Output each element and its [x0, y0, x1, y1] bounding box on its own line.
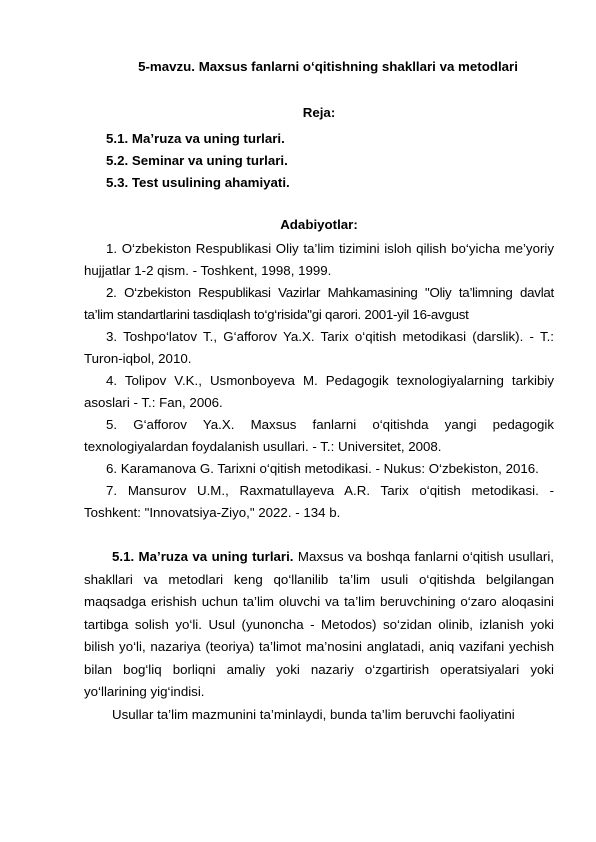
- plan-item: 5.2. Seminar va uning turlari.: [106, 153, 288, 168]
- reference-item: 4. Tolipov V.K., Usmonboyeva M. Pedagogik texnologiyalarning tarkibiy asoslari - T.: Fan, 2006.: [84, 373, 554, 410]
- body-text: [84, 546, 554, 726]
- reference-item: 5. G‘afforov Ya.X. Maxsus fanlarni o‘qitishda yangi pedagogik texnologiyalardan foydalanish usullari. - T.: Universitet, 2008.: [84, 417, 554, 454]
- paragraph-text: Maxsus va boshqa fanlarni o‘qitish usullari, shakllari va metodlari keng qo‘llanilib ta’lim usuli o‘qitishda belgilangan maqsadga erishish uchun ta’lim oluvchi va ta’lim beruvchining o‘zaro aloqasini tartibga solish yo‘li. Usul (yunoncha - Metodos) so‘zidan olinib, izlanish yoki bilish yo‘li, nazariya (teoriya) ta’limot ma’nosini anglatadi, aniq vazifani yechish bilan bog‘liq borliqni amaliy yoki nazariy o‘zgartirish operatsiyalari yoki yo‘llarining yig‘indisi.: [84, 549, 554, 699]
- plan-list: [84, 128, 554, 194]
- reference-item: 7. Mansurov U.M., Raxmatullayeva A.R. Tarix o‘qitish metodikasi. - Toshkent: "Innovatsiya-Ziyo," 2022. - 134 b.: [84, 483, 554, 520]
- section-heading: 5.1. Ma’ruza va uning turlari.: [112, 549, 294, 564]
- plan-item: 5.1. Ma’ruza va uning turlari.: [106, 131, 285, 146]
- page-title: 5-mavzu. Maxsus fanlarni o‘qitishning shakllari va metodlari: [138, 59, 518, 74]
- reference-item: 2. O‘zbekiston Respublikasi Vazirlar Mahkamasining "Oliy ta’limning davlat ta’lim standartlarini tasdiqlash to‘g‘risida"gi qarori. 2001-yil 16-avgust: [84, 285, 554, 322]
- references-heading: Adabiyotlar:: [280, 217, 358, 232]
- references-list: [84, 238, 554, 524]
- plan-item: 5.3. Test usulining ahamiyati.: [106, 175, 290, 190]
- plan-heading: Reja:: [302, 105, 336, 120]
- reference-item: 3. Toshpo‘latov T., G‘afforov Ya.X. Tarix o‘qitish metodikasi (darslik). - T.: Turon-iqbol, 2010.: [84, 329, 554, 366]
- document-page: [84, 58, 554, 726]
- reference-item: 6. Karamanova G. Tarixni o‘qitish metodikasi. - Nukus: O‘zbekiston, 2016.: [106, 461, 539, 476]
- body-paragraph: Usullar ta’lim mazmunini ta’minlaydi, bunda ta’lim beruvchi faoliyatini: [112, 706, 515, 722]
- reference-item: 1. O‘zbekiston Respublikasi Oliy ta’lim tizimini isloh qilish bo‘yicha me’yoriy hujjatlar 1-2 qism. - Toshkent, 1998, 1999.: [84, 241, 554, 278]
- body-paragraph: [84, 546, 554, 704]
